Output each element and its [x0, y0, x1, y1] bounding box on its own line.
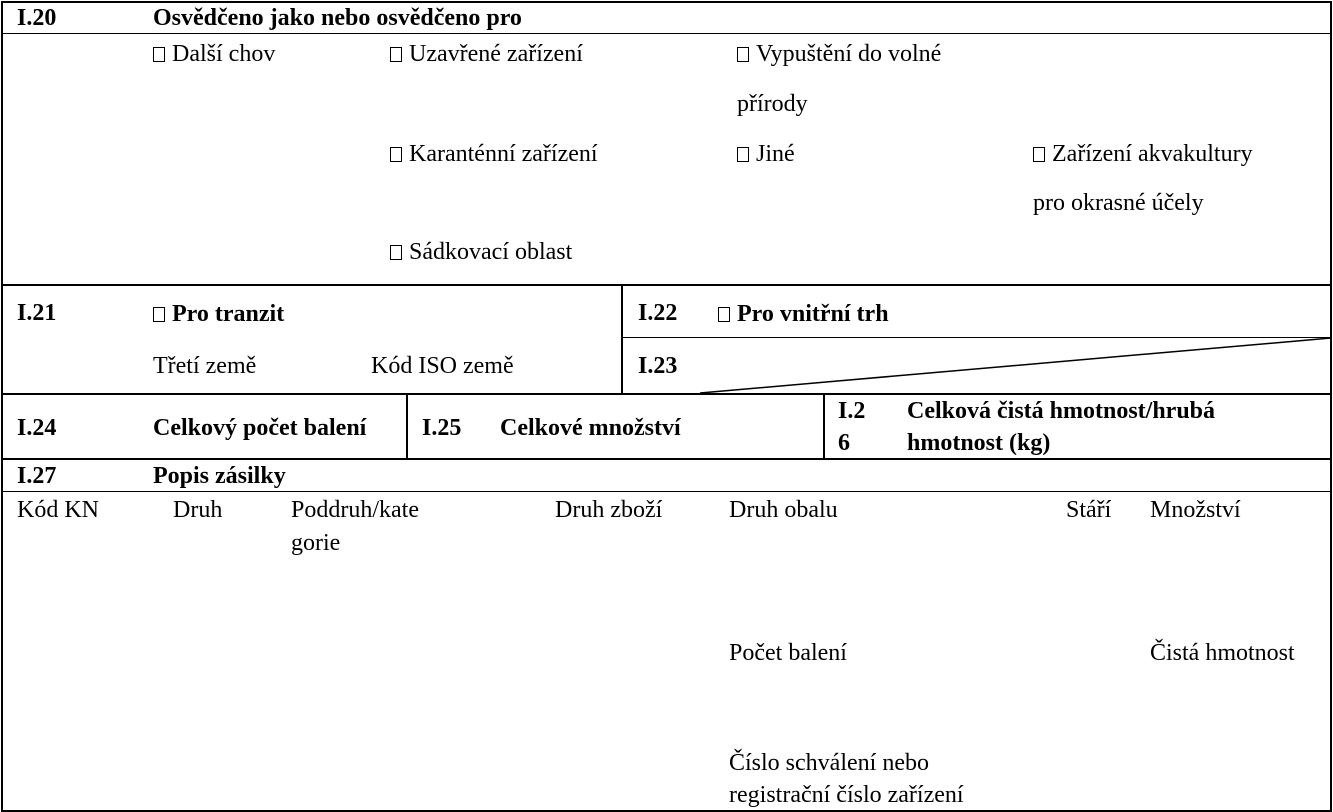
- checkbox-icon[interactable]: [390, 147, 402, 162]
- checkbox-icon[interactable]: [1033, 147, 1045, 162]
- option-vypusteni-label-line1: Vypuštění do volné: [756, 41, 942, 67]
- column-stari: Stáří: [1066, 497, 1112, 523]
- column-pocet-baleni: Počet balení: [729, 640, 847, 666]
- i20-title: Osvědčeno jako nebo osvědčeno pro: [153, 5, 522, 31]
- i27-code: I.27: [17, 463, 57, 489]
- i25-title: Celkové množství: [500, 415, 681, 441]
- option-akvakultura[interactable]: [1033, 139, 1253, 169]
- option-pro-tranzit[interactable]: [153, 299, 284, 329]
- i27-title: Popis zásilky: [153, 463, 286, 489]
- i22-code: I.22: [638, 300, 678, 326]
- checkbox-icon[interactable]: [390, 245, 402, 260]
- option-vypusteni[interactable]: [737, 39, 941, 69]
- i26-title-line1: Celková čistá hmotnost/hrubá: [907, 398, 1216, 424]
- column-cislo-schvaleni-line1: Číslo schválení nebo: [729, 750, 929, 776]
- option-akvakultura-label-line1: Zařízení akvakultury: [1052, 141, 1253, 167]
- i20-code: I.20: [17, 5, 57, 31]
- i21-third-country-label: Třetí země: [153, 353, 257, 379]
- checkbox-icon[interactable]: [153, 307, 165, 322]
- checkbox-icon[interactable]: [390, 47, 402, 62]
- i23-code: I.23: [638, 353, 678, 379]
- option-pro-tranzit-label: Pro tranzit: [172, 301, 285, 327]
- i24-code: I.24: [17, 415, 57, 441]
- checkbox-icon[interactable]: [737, 147, 749, 162]
- column-druh-obalu: Druh obalu: [729, 497, 838, 523]
- column-druh-zbozi: Druh zboží: [555, 497, 663, 523]
- option-akvakultura-label-line2: pro okrasné účely: [1033, 190, 1204, 216]
- column-poddruh-line2: gorie: [291, 530, 341, 556]
- option-jine-label: Jiné: [756, 141, 795, 167]
- column-cislo-schvaleni-line2: registrační číslo zařízení: [729, 782, 964, 808]
- option-vypusteni-label-line2: přírody: [737, 91, 808, 117]
- option-dalsi-chov-label: Další chov: [172, 41, 276, 67]
- column-cista-hmotnost: Čistá hmotnost: [1150, 640, 1295, 666]
- i26-title-line2: hmotnost (kg): [907, 430, 1051, 456]
- option-sadkovaci-oblast[interactable]: [390, 237, 572, 267]
- column-druh: Druh: [173, 497, 223, 523]
- option-karantenni-zarizeni[interactable]: [390, 139, 598, 169]
- column-mnozstvi: Množství: [1150, 497, 1241, 523]
- checkbox-icon[interactable]: [153, 47, 165, 62]
- i26-code-line1: I.2: [838, 398, 866, 424]
- i21-code: I.21: [17, 300, 57, 326]
- option-jine[interactable]: [737, 139, 795, 169]
- checkbox-icon[interactable]: [737, 47, 749, 62]
- option-uzavrene-zarizeni[interactable]: [390, 39, 583, 69]
- column-poddruh-line1: Poddruh/kate: [291, 497, 419, 523]
- option-uzavrene-zarizeni-label: Uzavřené zařízení: [409, 41, 583, 67]
- option-dalsi-chov[interactable]: [153, 39, 275, 69]
- option-sadkovaci-oblast-label: Sádkovací oblast: [409, 239, 573, 265]
- option-pro-vnitrni-trh[interactable]: [718, 299, 889, 329]
- i24-title: Celkový počet balení: [153, 415, 367, 441]
- option-pro-vnitrni-trh-label: Pro vnitřní trh: [737, 301, 889, 327]
- i26-code-line2: 6: [838, 430, 850, 456]
- checkbox-icon[interactable]: [718, 307, 730, 322]
- i25-code: I.25: [422, 415, 462, 441]
- option-karantenni-zarizeni-label: Karanténní zařízení: [409, 141, 598, 167]
- i21-iso-code-label: Kód ISO země: [371, 353, 514, 379]
- column-kod-kn: Kód KN: [17, 497, 99, 523]
